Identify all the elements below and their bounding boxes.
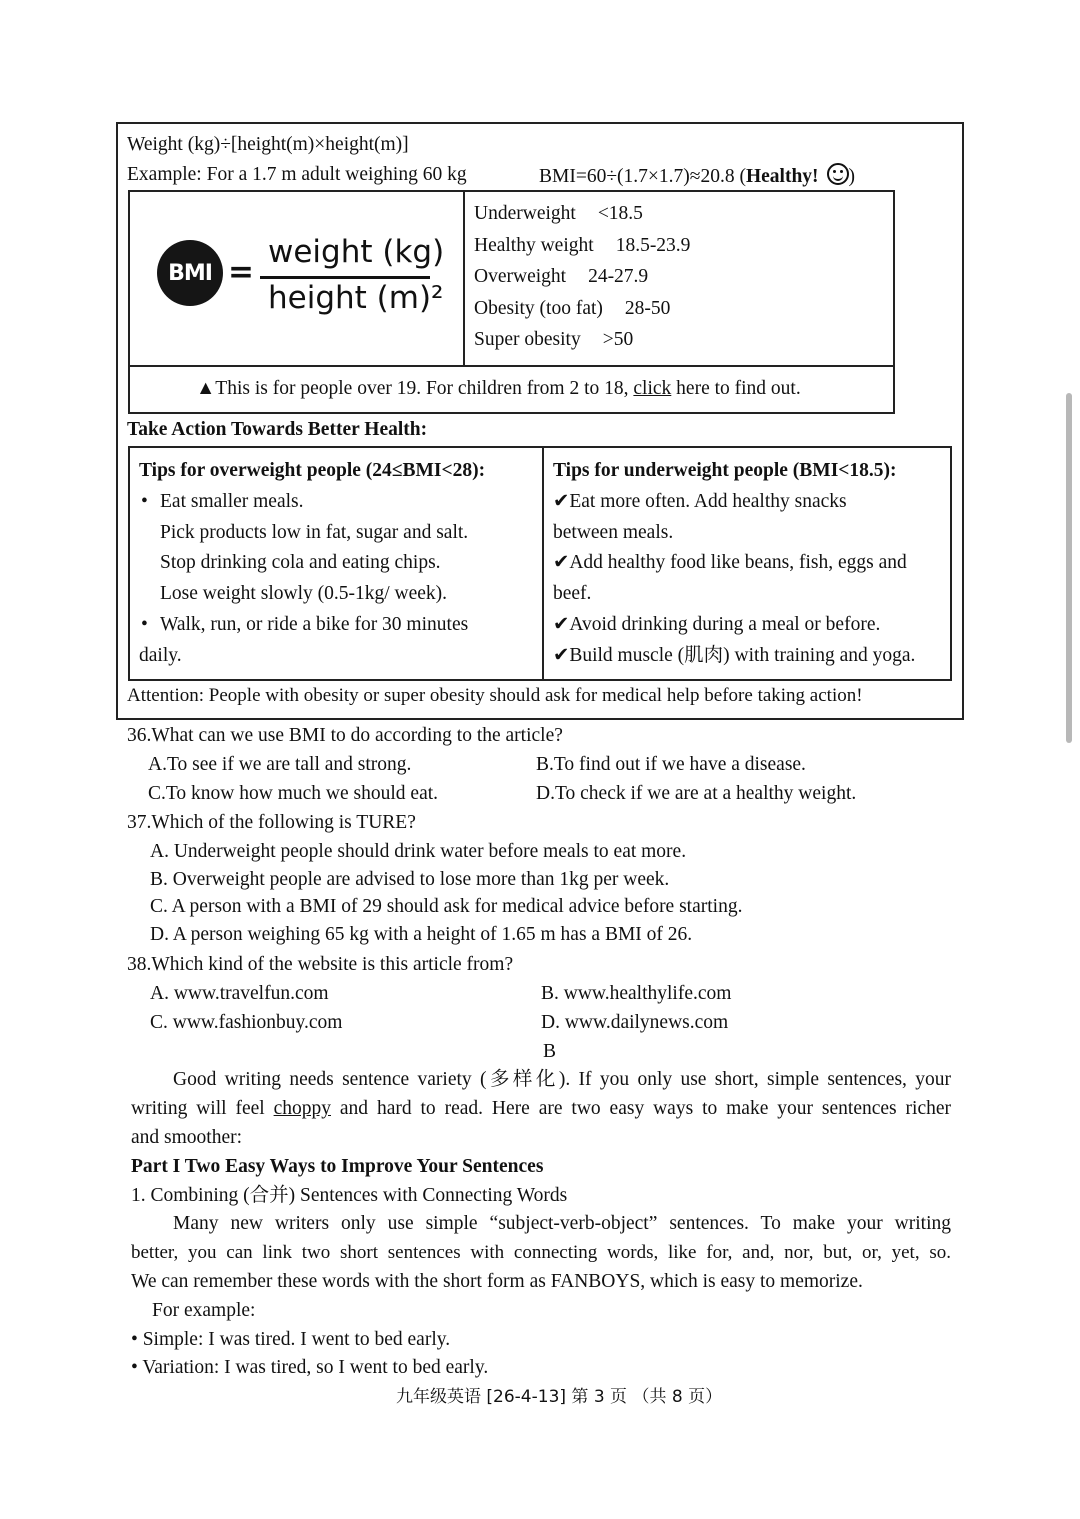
- example-bullet: • Simple: I was tired. I went to bed early.: [131, 1329, 451, 1350]
- question-36-stem: 36.What can we use BMI to do according to the article?: [127, 725, 563, 746]
- overweight-tip: Lose weight slowly (0.5-1kg/ week).: [160, 583, 448, 604]
- example-calc: BMI=60÷(1.7×1.7)≈20.8 (Healthy! ): [539, 163, 855, 188]
- question-option: C. A person with a BMI of 29 should ask for medical advice before starting.: [150, 896, 743, 917]
- underweight-tip: ✔Avoid drinking during a meal or before.: [553, 614, 881, 635]
- question-option: B.To find out if we have a disease.: [536, 754, 806, 775]
- bmi-logo-circle: BMI: [157, 240, 223, 306]
- combining-paragraph: Many new writers only use simple “subject-verb-object” sentences. To make your writing better, you can link two short sentences with connecting words, like for, and, nor, but, or, yet, so. We can remember these words with the short form as FANBOYS, which is easy to memorize.: [131, 1213, 951, 1292]
- formula-numerator: weight (kg): [268, 234, 445, 270]
- underweight-tip: ✔Add healthy food like beans, fish, eggs and: [553, 552, 907, 573]
- question-option: A.To see if we are tall and strong.: [148, 754, 412, 775]
- underweight-tip: ✔Eat more often. Add healthy snacks: [553, 491, 847, 512]
- question-option: A. Underweight people should drink water before meals to eat more.: [150, 841, 687, 862]
- question-option: D. www.dailynews.com: [541, 1012, 729, 1033]
- click-link[interactable]: click: [633, 378, 672, 399]
- example-bullet: • Variation: I was tired, so I went to bed early.: [131, 1357, 489, 1378]
- question-option: B. www.healthylife.com: [541, 983, 732, 1004]
- underweight-tip: ✔Build muscle (肌肉) with training and yoga.: [553, 645, 916, 666]
- tips-divider: [542, 448, 544, 679]
- question-37-stem: 37.Which of the following is TURE?: [127, 812, 416, 833]
- example-text: Example: For a 1.7 m adult weighing 60 kg: [127, 164, 467, 185]
- for-example-label: For example:: [152, 1300, 256, 1321]
- formula-equals: =: [228, 254, 254, 290]
- question-option: D.To check if we are at a healthy weight.: [536, 783, 857, 804]
- formula-line: Weight (kg)÷[height(m)×height(m)]: [127, 134, 409, 155]
- subheading-combining: 1. Combining (合并) Sentences with Connecting Words: [131, 1185, 568, 1206]
- question-option: C. www.fashionbuy.com: [150, 1012, 343, 1033]
- bullet-dot-icon: •: [141, 614, 148, 635]
- intro-paragraph: Good writing needs sentence variety (多样化). If you only use short, simple sentences, your writing will feel choppy and hard to read. Here are two easy ways to make your sentences richer and smoother:: [131, 1069, 951, 1148]
- attention-note: Attention: People with obesity or super obesity should ask for medical help before taking action!: [127, 685, 863, 706]
- question-option: D. A person weighing 65 kg with a height of 1.65 m has a BMI of 26.: [150, 924, 693, 945]
- category-row: Underweight <18.5: [474, 203, 643, 224]
- overweight-tip: Pick products low in fat, sugar and salt.: [160, 522, 469, 543]
- formula-denominator: height (m)²: [268, 280, 444, 316]
- underweight-tip: beef.: [553, 583, 592, 604]
- action-heading: Take Action Towards Better Health:: [127, 419, 428, 440]
- overweight-tip: daily.: [139, 645, 182, 666]
- question-option: C.To know how much we should eat.: [148, 783, 439, 804]
- overweight-tip: Walk, run, or ride a bike for 30 minutes: [160, 614, 469, 635]
- page-footer: 九年级英语 [26-4-13] 第 3 页 （共 8 页）: [396, 1387, 723, 1407]
- choppy-word: choppy: [273, 1098, 331, 1119]
- overweight-tip: Eat smaller meals.: [160, 491, 304, 512]
- category-row: Healthy weight 18.5-23.9: [474, 235, 691, 256]
- section-letter: B: [543, 1041, 557, 1062]
- overweight-tip: Stop drinking cola and eating chips.: [160, 552, 441, 573]
- scrollbar-thumb[interactable]: [1066, 393, 1072, 743]
- bullet-dot-icon: •: [141, 491, 148, 512]
- healthy-label: Healthy!: [745, 166, 819, 187]
- underweight-tips-heading: Tips for underweight people (BMI<18.5):: [553, 460, 897, 481]
- underweight-tip: between meals.: [553, 522, 674, 543]
- category-row: Obesity (too fat) 28-50: [474, 298, 671, 319]
- part-title: Part I Two Easy Ways to Improve Your Sentences: [131, 1156, 544, 1177]
- category-row: Super obesity >50: [474, 329, 634, 350]
- category-row: Overweight 24-27.9: [474, 266, 649, 287]
- question-38-stem: 38.Which kind of the website is this article from?: [127, 954, 514, 975]
- bmi-table-divider: [130, 365, 893, 367]
- smiley-icon: [827, 163, 849, 185]
- question-option: A. www.travelfun.com: [150, 983, 329, 1004]
- question-option: B. Overweight people are advised to lose more than 1kg per week.: [150, 869, 670, 890]
- overweight-tips-heading: Tips for overweight people (24≤BMI<28):: [139, 460, 486, 481]
- fraction-bar: [260, 276, 430, 279]
- children-note: ▲This is for people over 19. For children from 2 to 18, click here to find out.: [196, 378, 801, 399]
